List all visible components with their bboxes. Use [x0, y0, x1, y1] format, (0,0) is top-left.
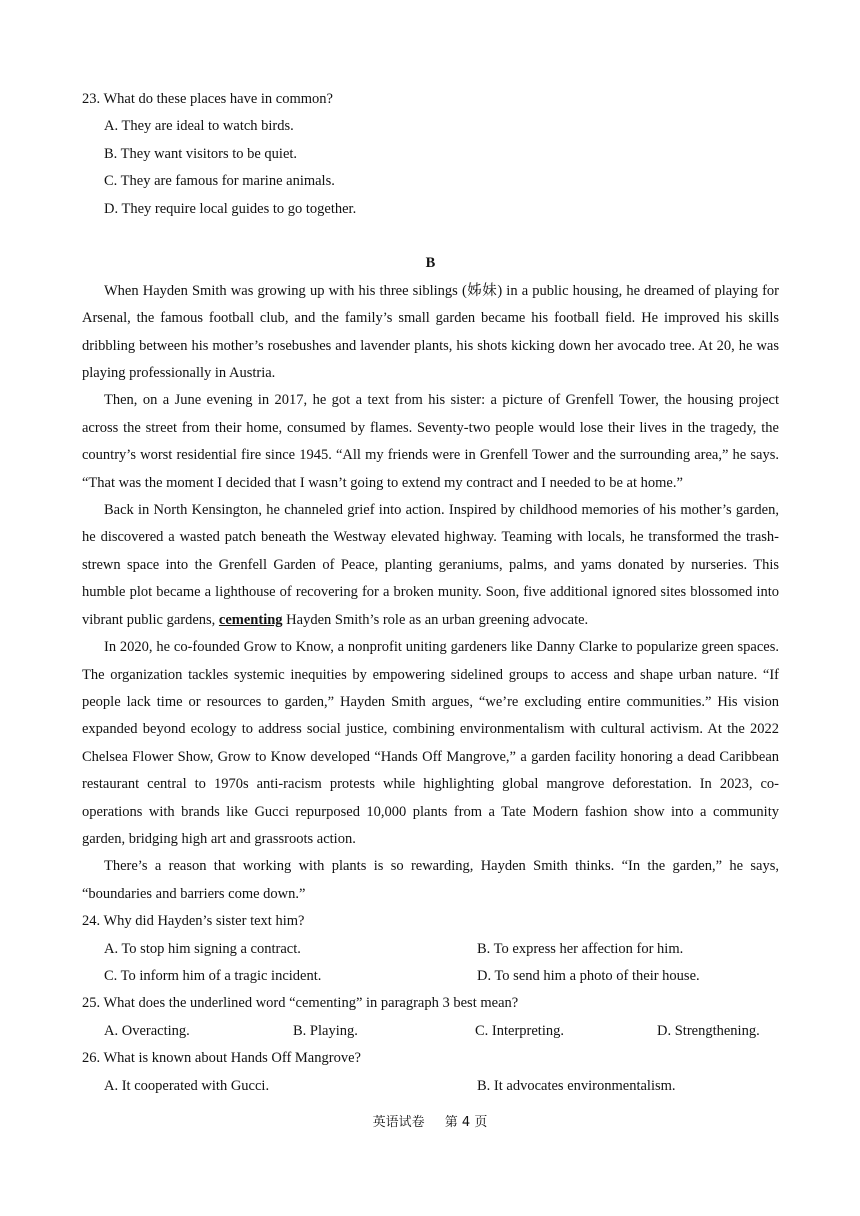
option-row: [82, 936, 779, 963]
question-26: [82, 1045, 779, 1100]
section-title: B: [425, 255, 436, 272]
question-stem: 23. What do these places have in common?: [82, 91, 333, 107]
option-a: A. It cooperated with Gucci.: [104, 1077, 270, 1094]
option-c: C. Interpreting.: [475, 1022, 564, 1039]
option-b: B. It advocates environmentalism.: [477, 1077, 676, 1094]
footer-page-number: 第 4 页: [444, 1115, 488, 1130]
paragraph-1: When Hayden Smith was growing up with his three siblings (姊妹) in a public housing, he dreamed of playing for Arsenal, the famous football club, and the family’s small garden became his football field. He improved his skills dribbling between his mother’s rosebushes and lavender plants, his shots kicking down her avocado tree. At 20, he was playing professionally in Austria.: [82, 282, 779, 382]
option-b: B. To express her affection for him.: [477, 940, 684, 957]
option-row: [82, 1018, 779, 1045]
paragraph-3-start: Back in North Kensington, he channeled grief into action. Inspired by childhood memories of his mother’s garden, he discovered a wasted patch beneath the Westway elevated highway. Teaming with locals, he transformed the trash-strewn space into the Grenfell Garden of Peace, planting geraniums, palms, and yams donated by nurseries. This humble plot became a lighthouse of recovering for a broken munity. Soon, five additional ignored sites blossomed into vibrant public gardens,: [82, 502, 779, 628]
underlined-word: cementing: [218, 611, 283, 628]
reading-passage: [82, 278, 779, 908]
option-a: A. Overacting.: [104, 1022, 190, 1039]
page-footer: [0, 1111, 860, 1130]
paragraph-5: There’s a reason that working with plants is so rewarding, Hayden Smith thinks. “In the garden,” he says, “boundaries and barriers come down.”: [82, 858, 779, 902]
option-c: C. They are famous for marine animals.: [104, 173, 335, 190]
option-c: C. To inform him of a tragic incident.: [104, 967, 322, 984]
option-row: [82, 963, 779, 990]
question-stem: 25. What does the underlined word “cementing” in paragraph 3 best mean?: [82, 995, 519, 1012]
spacer: [82, 223, 779, 250]
option-b: B. Playing.: [293, 1022, 358, 1039]
paragraph-4: In 2020, he co-founded Grow to Know, a nonprofit uniting gardeners like Danny Clarke to popularize green spaces. The organization tackles systemic inequities by empowering sidelined groups to access and shape urban nature. “If people lack time or resources to garden,” Hayden Smith argues, “we’re excluding entire communities.” His vision expanded beyond ecology to address social justice, combining environmentalism with cultural activism. At the 2022 Chelsea Flower Show, Grow to Know developed “Hands Off Mangrove,” a garden facility honoring a dead Caribbean restaurant central to 1970s anti-racism protests while highlighting global mangrove deforestation. In 2023, co-operations with brands like Gucci repurposed 10,000 plants from a Tate Modern fashion show into a community garden, bridging high art and grassroots action.: [82, 639, 779, 847]
option-b: B. They want visitors to be quiet.: [104, 145, 298, 162]
exam-page: [82, 86, 779, 1100]
question-23: [82, 86, 779, 223]
question-25: [82, 990, 779, 1045]
question-24: [82, 908, 779, 990]
footer-subject: 英语试卷: [372, 1115, 425, 1130]
paragraph-2: Then, on a June evening in 2017, he got a text from his sister: a picture of Grenfell Tower, the housing project across the street from their home, consumed by flames. Seventy-two people would lose their lives in the tragedy, the country’s worst residential fire since 1945. “All my friends were in Grenfell Tower and the surrounding area,” he says. “That was the moment I decided that I wasn’t going to extend my contract and I needed to be at home.”: [82, 392, 779, 491]
question-stem: 26. What is known about Hands Off Mangrove?: [82, 1050, 361, 1067]
paragraph-3-end: Hayden Smith’s role as an urban greening advocate.: [286, 611, 589, 628]
paragraph-3: [82, 497, 779, 634]
option-row: [82, 1073, 779, 1100]
option-a: A. To stop him signing a contract.: [104, 940, 301, 957]
option-d: D. To send him a photo of their house.: [477, 967, 700, 984]
option-d: D. Strengthening.: [657, 1022, 760, 1039]
option-d: D. They require local guides to go together.: [104, 200, 357, 217]
option-a: A. They are ideal to watch birds.: [104, 118, 294, 135]
question-stem: 24. Why did Hayden’s sister text him?: [82, 913, 305, 930]
